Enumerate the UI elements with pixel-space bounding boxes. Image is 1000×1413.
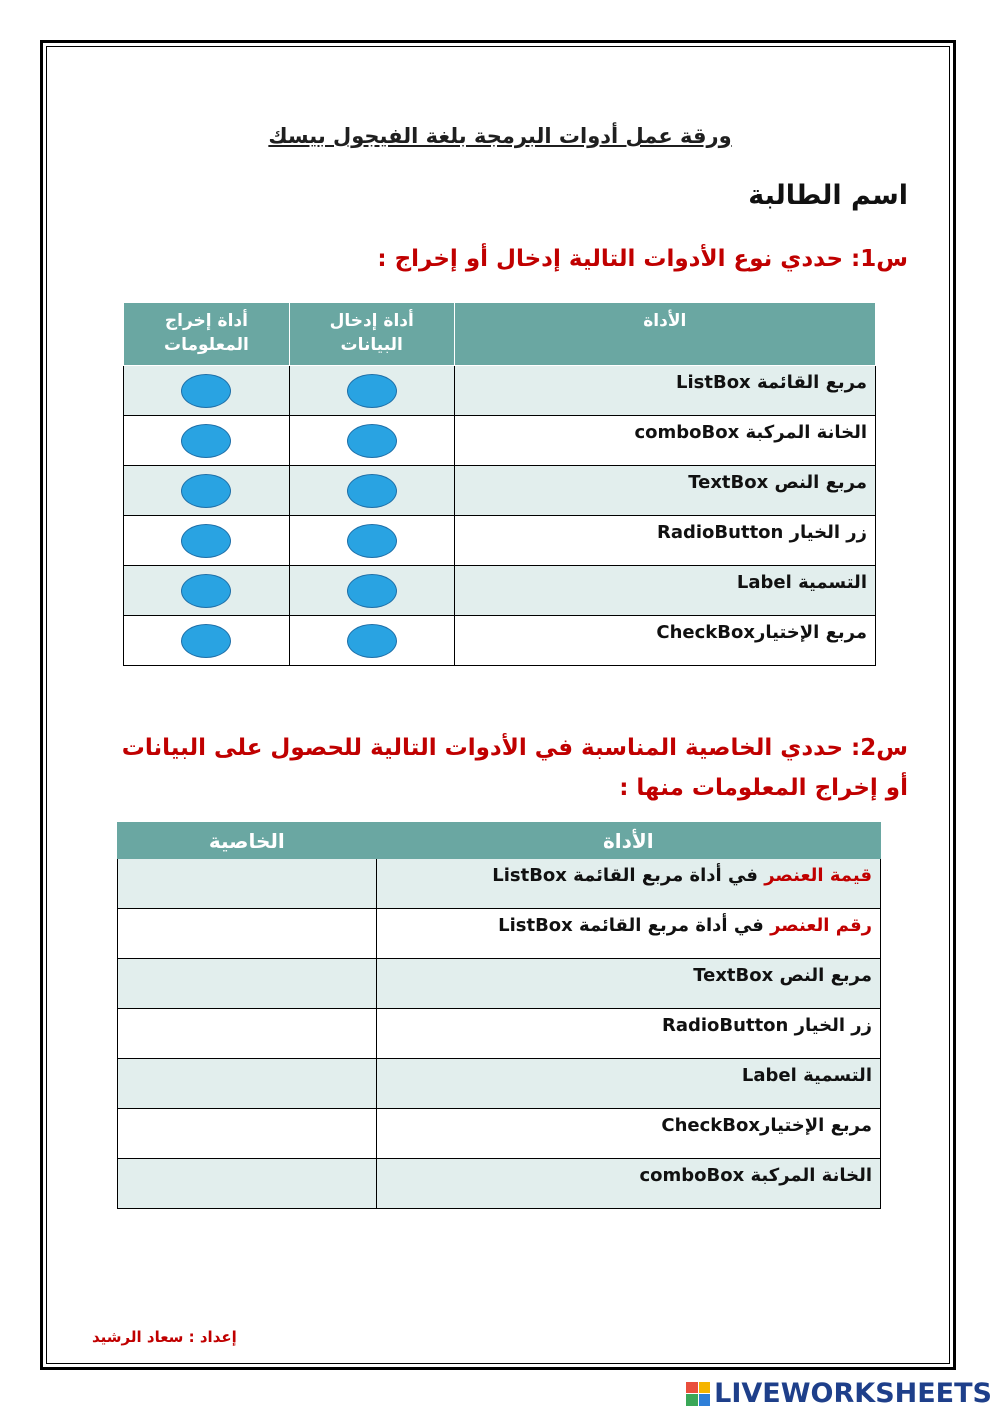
tool-cell: مربع القائمة ListBox [454, 366, 875, 416]
tool-cell: التسمية Label [376, 1059, 880, 1109]
tool-cell: مربع النص TextBox [376, 959, 880, 1009]
tools-property-table [117, 822, 881, 1209]
question-1: س1: حددي نوع الأدوات التالية إدخال أو إخراج : [377, 246, 908, 272]
input-option-button[interactable] [347, 624, 397, 658]
tool-cell: مربع النص TextBox [454, 466, 875, 516]
tool-cell: زر الخيار RadioButton [454, 516, 875, 566]
student-name-label: اسم الطالبة [748, 180, 908, 211]
header-tool: الأداة [376, 823, 880, 859]
property-answer-field[interactable] [118, 1009, 377, 1059]
table-header-row [124, 303, 876, 366]
liveworksheets-brand [686, 1378, 992, 1409]
table-row [118, 1009, 881, 1059]
output-option-button[interactable] [181, 524, 231, 558]
tool-cell: زر الخيار RadioButton [376, 1009, 880, 1059]
logo-square [686, 1382, 698, 1394]
output-option-button[interactable] [181, 574, 231, 608]
property-answer-field[interactable] [118, 1109, 377, 1159]
logo-square [699, 1394, 711, 1406]
table-row [118, 1109, 881, 1159]
worksheet-title: ورقة عمل أدوات البرمجة بلغة الفيجول بيسك [268, 124, 732, 148]
output-option-button[interactable] [181, 624, 231, 658]
input-option-button[interactable] [347, 524, 397, 558]
output-option-button[interactable] [181, 474, 231, 508]
header-tool: الأداة [454, 303, 875, 366]
input-option-button[interactable] [347, 424, 397, 458]
header-input: أداة إدخال البيانات [289, 303, 454, 366]
tool-cell: التسمية Label [454, 566, 875, 616]
property-answer-field[interactable] [118, 859, 377, 909]
property-answer-field[interactable] [118, 1059, 377, 1109]
property-answer-field[interactable] [118, 959, 377, 1009]
property-answer-field[interactable] [118, 909, 377, 959]
tool-cell: مربع الإختيارCheckBox [376, 1109, 880, 1159]
table-row [124, 616, 876, 666]
liveworksheets-logo-icon [686, 1382, 710, 1406]
table-header-row [118, 823, 881, 859]
tool-cell: رقم العنصر في أداة مربع القائمة ListBox [376, 909, 880, 959]
table-row [124, 466, 876, 516]
table-row [118, 959, 881, 1009]
table-row [124, 366, 876, 416]
brand-text: LIVEWORKSHEETS [714, 1378, 992, 1409]
output-option-button[interactable] [181, 424, 231, 458]
logo-square [699, 1382, 711, 1394]
header-property: الخاصية [118, 823, 377, 859]
table-row [118, 909, 881, 959]
tool-cell: قيمة العنصر في أداة مربع القائمة ListBox [376, 859, 880, 909]
property-answer-field[interactable] [118, 1159, 377, 1209]
header-output: أداة إخراج المعلومات [124, 303, 290, 366]
table-row [118, 859, 881, 909]
question-2: س2: حددي الخاصية المناسبة في الأدوات التالية للحصول على البيانات أو إخراج المعلومات منها : [121, 735, 908, 801]
logo-square [686, 1394, 698, 1406]
tools-type-table [123, 302, 876, 666]
tool-cell: مربع الإختيارCheckBox [454, 616, 875, 666]
tool-cell: الخانة المركبة comboBox [376, 1159, 880, 1209]
table-row [118, 1059, 881, 1109]
output-option-button[interactable] [181, 374, 231, 408]
table-row [124, 516, 876, 566]
table-row [124, 416, 876, 466]
input-option-button[interactable] [347, 474, 397, 508]
table-row [124, 566, 876, 616]
table-row [118, 1159, 881, 1209]
author-credit: إعداد : سعاد الرشيد [92, 1328, 237, 1346]
input-option-button[interactable] [347, 374, 397, 408]
input-option-button[interactable] [347, 574, 397, 608]
tool-cell: الخانة المركبة comboBox [454, 416, 875, 466]
